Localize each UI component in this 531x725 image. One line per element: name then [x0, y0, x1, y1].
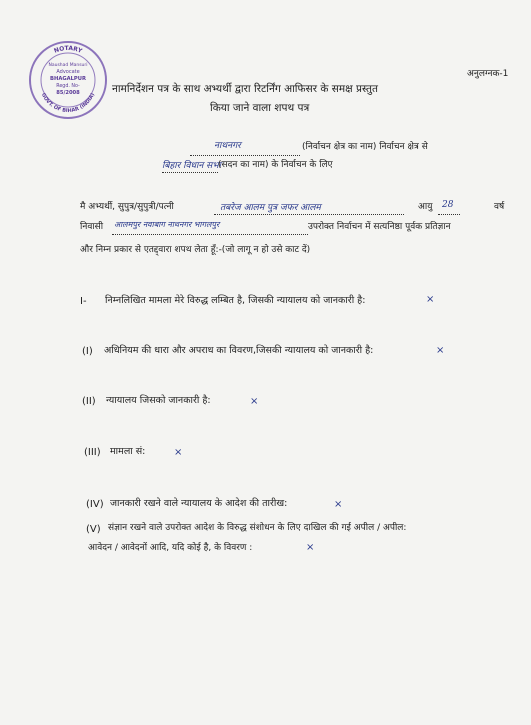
item-5-mark: × — [334, 499, 343, 510]
years-label: वर्ष — [494, 202, 505, 212]
item-6-mark: × — [306, 542, 315, 553]
address-line — [112, 234, 308, 235]
stamp-top-text: NOTARY — [53, 44, 83, 55]
item-1-text: निम्नलिखित मामला मेरे विरुद्ध लम्बित है, जिसकी न्यायालय को जानकारी है: — [105, 295, 366, 306]
item-2-mark: × — [436, 345, 445, 356]
item-1-mark: × — [426, 294, 435, 305]
stamp-line3: BHAGALPUR — [50, 76, 86, 82]
item-6-text-line2: आवेदन / आवेदनों आदि, यदि कोई है, के विवरण : — [88, 543, 253, 553]
item-2-text: अधिनियम की धारा और अपराध का विवरण,जिसकी न्यायालय को जानकारी है: — [104, 345, 374, 356]
declaration-prefix: मै अभ्यर्थी, सुपुत्र/सुपुत्री/पत्नी — [80, 202, 174, 212]
item-6-text-line1: संज्ञान रखने वाले उपरोक्त आदेश के विरुद्ध संशोधन के लिए दाखिल की गई अपील / अपील: — [108, 523, 407, 533]
resident-label: निवासी — [80, 222, 104, 232]
name-line — [214, 214, 404, 215]
item-5-text: जानकारी रखने वाले न्यायालय के आदेश की तारीख: — [110, 498, 288, 509]
deponent-name: तबरेज आलम पुत्र जफर आलम — [220, 203, 321, 213]
address-value: आलमपुर नवाबाग नाथनगर भागलपुर — [114, 220, 220, 229]
age-value: 28 — [442, 200, 454, 210]
item-6-number: (V) — [86, 524, 101, 535]
declaration-line2: उपरोक्त निर्वाचन में सत्यनिष्ठा पूर्वक प्रतिज्ञान — [308, 222, 451, 232]
item-2-number: (I) — [82, 346, 93, 357]
stamp-bottom-text: GOVT. OF BIHAR (INDIA) — [39, 92, 97, 115]
house-line — [162, 172, 218, 173]
item-5-number: (IV) — [86, 499, 104, 510]
stamp-line1: Naushad Mansuri — [48, 63, 88, 68]
item-3-number: (II) — [82, 396, 96, 407]
constituency-line — [190, 155, 300, 156]
item-3-mark: × — [250, 396, 259, 407]
age-label: आयु — [418, 202, 433, 212]
age-line — [438, 214, 460, 215]
item-3-text: न्यायालय जिसको जानकारी है: — [106, 395, 211, 406]
annexure-label: अनुलग्नक-1 — [467, 69, 509, 79]
page-subtitle: किया जाने वाला शपथ पत्र — [210, 102, 310, 114]
svg-text:NOTARY — [53, 45, 84, 55]
stamp-line2: Advocate — [56, 69, 80, 75]
item-4-text: मामला सं: — [110, 446, 146, 457]
item-4-mark: × — [174, 447, 183, 458]
notary-stamp — [28, 40, 108, 120]
declaration-line3: और निम्न प्रकार से एतद्द्वारा शपथ लेता हूँ:-(जो लागू न हो उसे काट दें) — [80, 245, 311, 255]
item-4-number: (III) — [84, 447, 101, 458]
constituency-label: (निर्वाचन क्षेत्र का नाम) निर्वाचन क्षेत्र से — [302, 142, 428, 152]
house-value: बिहार विधान सभा — [162, 161, 221, 171]
house-label: (सदन का नाम) के निर्वाचन के लिए — [218, 160, 333, 170]
page-title: नामनिर्देशन पत्र के साथ अभ्यर्थी द्वारा रिटर्निंग आफिसर के समक्ष प्रस्तुत — [112, 83, 379, 95]
item-1-number: I- — [80, 296, 87, 307]
constituency-value: नाथनगर — [214, 141, 241, 151]
stamp-line4: Regd. No- — [56, 84, 80, 89]
stamp-line5: 85/2008 — [56, 90, 80, 96]
